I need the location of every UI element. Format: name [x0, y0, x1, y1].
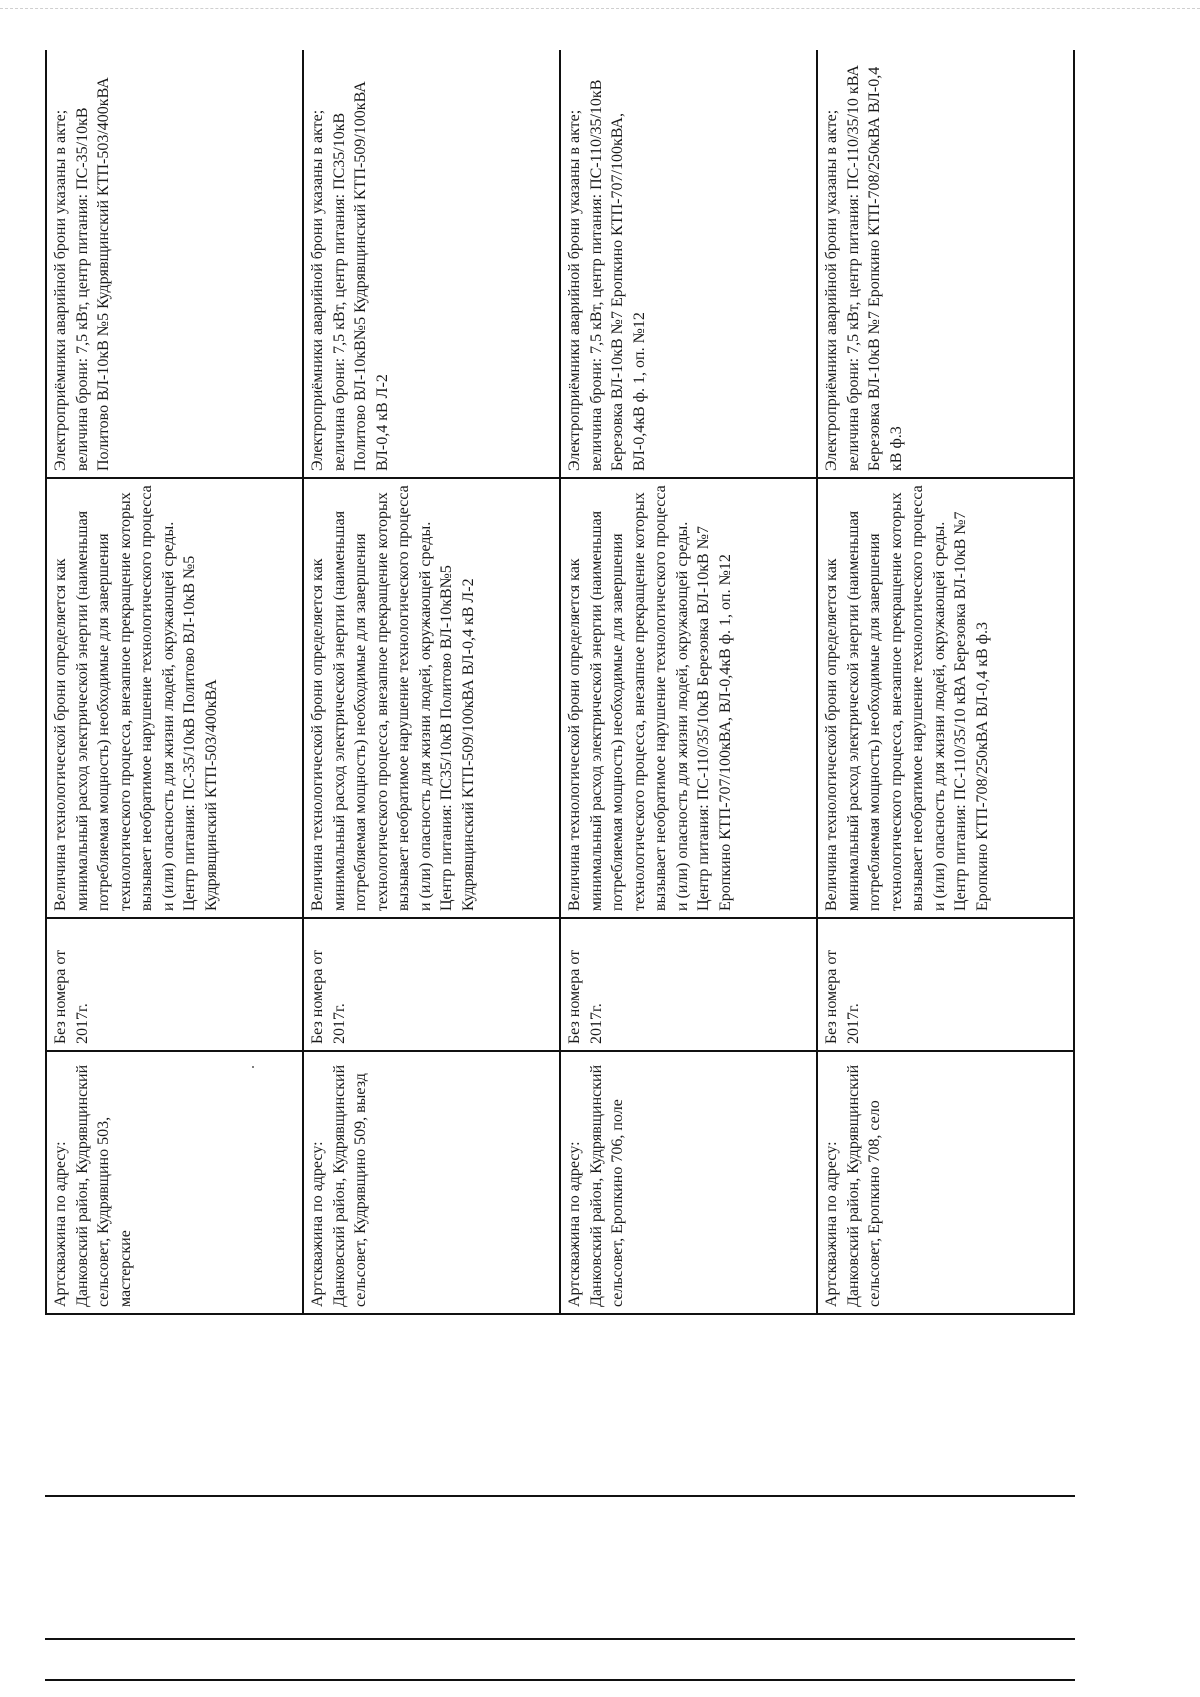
- object-address-cell: Артскважина по адресу: Данковский район, Кудрявщинский сельсовет, Кудрявщино 509, выезд: [303, 1051, 560, 1314]
- table-row: [46, 50, 303, 1314]
- object-address-cell: Артскважина по адресу: Данковский район, Кудрявщинский сельсовет, Еропкино 708, село: [817, 1051, 1074, 1314]
- act-number-cell: Без номера от 2017г.: [46, 918, 303, 1051]
- signature-line: [45, 1495, 1075, 1497]
- tech-reserve-cell: Величина технологической брони определяется как минимальный расход электрической энергии (наименьшая потребляемая мощность) необходимые для завершения технологического процесса, внезапное прекращение которых вызывает необратимое нарушение технологического процесса и (или) опасность для жизни людей, окружающей среды. Центр питания: ПС-110/35/10кВ Березовка ВЛ-10кВ №7 Еропкино КТП-707/100кВА, ВЛ-0,4кВ ф. 1, оп. №12: [560, 478, 817, 918]
- act-number-cell: Без номера от 2017г.: [560, 918, 817, 1051]
- act-number-cell: Без номера от 2017г.: [303, 918, 560, 1051]
- table-row: [560, 50, 817, 1314]
- table-row: [817, 50, 1074, 1314]
- emergency-reserve-table: [45, 50, 1075, 1315]
- scan-speck: [252, 1066, 254, 1068]
- emergency-reserve-cell: Электроприёмники аварийной брони указаны в акте; величина брони: 7,5 кВт, центр питания: ПС-110/35/10 кВА Березовка ВЛ-10кВ №7 Еропкино КТП-708/250кВА ВЛ-0,4 кВ ф.3: [817, 50, 1074, 478]
- tech-reserve-cell: Величина технологической брони определяется как минимальный расход электрической энергии (наименьшая потребляемая мощность) необходимые для завершения технологического процесса, внезапное прекращение которых вызывает необратимое нарушение технологического процесса и (или) опасность для жизни людей, окружающей среды. Центр питания: ПС-35/10кВ Политово ВЛ-10кВ №5 Кудрявщинский КТП-503/400кВА: [46, 478, 303, 918]
- rotated-table-container: [45, 50, 1075, 1315]
- emergency-reserve-cell: Электроприёмники аварийной брони указаны в акте; величина брони: 7,5 кВт, центр питания: ПС-110/35/10кВ Березовка ВЛ-10кВ №7 Еропкино КТП-707/100кВА, ВЛ-0,4кВ ф. 1, оп. №12: [560, 50, 817, 478]
- table-row: [303, 50, 560, 1314]
- tech-reserve-cell: Величина технологической брони определяется как минимальный расход электрической энергии (наименьшая потребляемая мощность) необходимые для завершения технологического процесса, внезапное прекращение которых вызывает необратимое нарушение технологического процесса и (или) опасность для жизни людей, окружающей среды. Центр питания: ПС-110/35/10 кВА Березовка ВЛ-10кВ №7 Еропкино КТП-708/250кВА ВЛ-0,4 кВ ф.3: [817, 478, 1074, 918]
- signature-line: [45, 1638, 1075, 1640]
- scan-top-edge: [0, 8, 1200, 9]
- emergency-reserve-cell: Электроприёмники аварийной брони указаны в акте; величина брони: 7,5 кВт, центр питания: ПС-35/10кВ Политово ВЛ-10кВ №5 Кудрявщинский КТП-503/400кВА: [46, 50, 303, 478]
- emergency-reserve-cell: Электроприёмники аварийной брони указаны в акте; величина брони: 7,5 кВт, центр питания: ПС35/10кВ Политово ВЛ-10кВ№5 Кудрявщинский КТП-509/100кВА ВЛ-0,4 кВ Л-2: [303, 50, 560, 478]
- object-address-cell: Артскважина по адресу: Данковский район, Кудрявщинский сельсовет, Еропкино 706, поле: [560, 1051, 817, 1314]
- signature-line: [45, 1679, 1075, 1681]
- object-address-cell: Артскважина по адресу: Данковский район, Кудрявщинский сельсовет, Кудрявщино 503, мастерские: [46, 1051, 303, 1314]
- tech-reserve-cell: Величина технологической брони определяется как минимальный расход электрической энергии (наименьшая потребляемая мощность) необходимые для завершения технологического процесса, внезапное прекращение которых вызывает необратимое нарушение технологического процесса и (или) опасность для жизни людей, окружающей среды. Центр питания: ПС35/10кВ Политово ВЛ-10кВ№5 Кудрявщинский КТП-509/100кВА ВЛ-0,4 кВ Л-2: [303, 478, 560, 918]
- act-number-cell: Без номера от 2017г.: [817, 918, 1074, 1051]
- rotated-page-content: [45, 50, 1075, 1315]
